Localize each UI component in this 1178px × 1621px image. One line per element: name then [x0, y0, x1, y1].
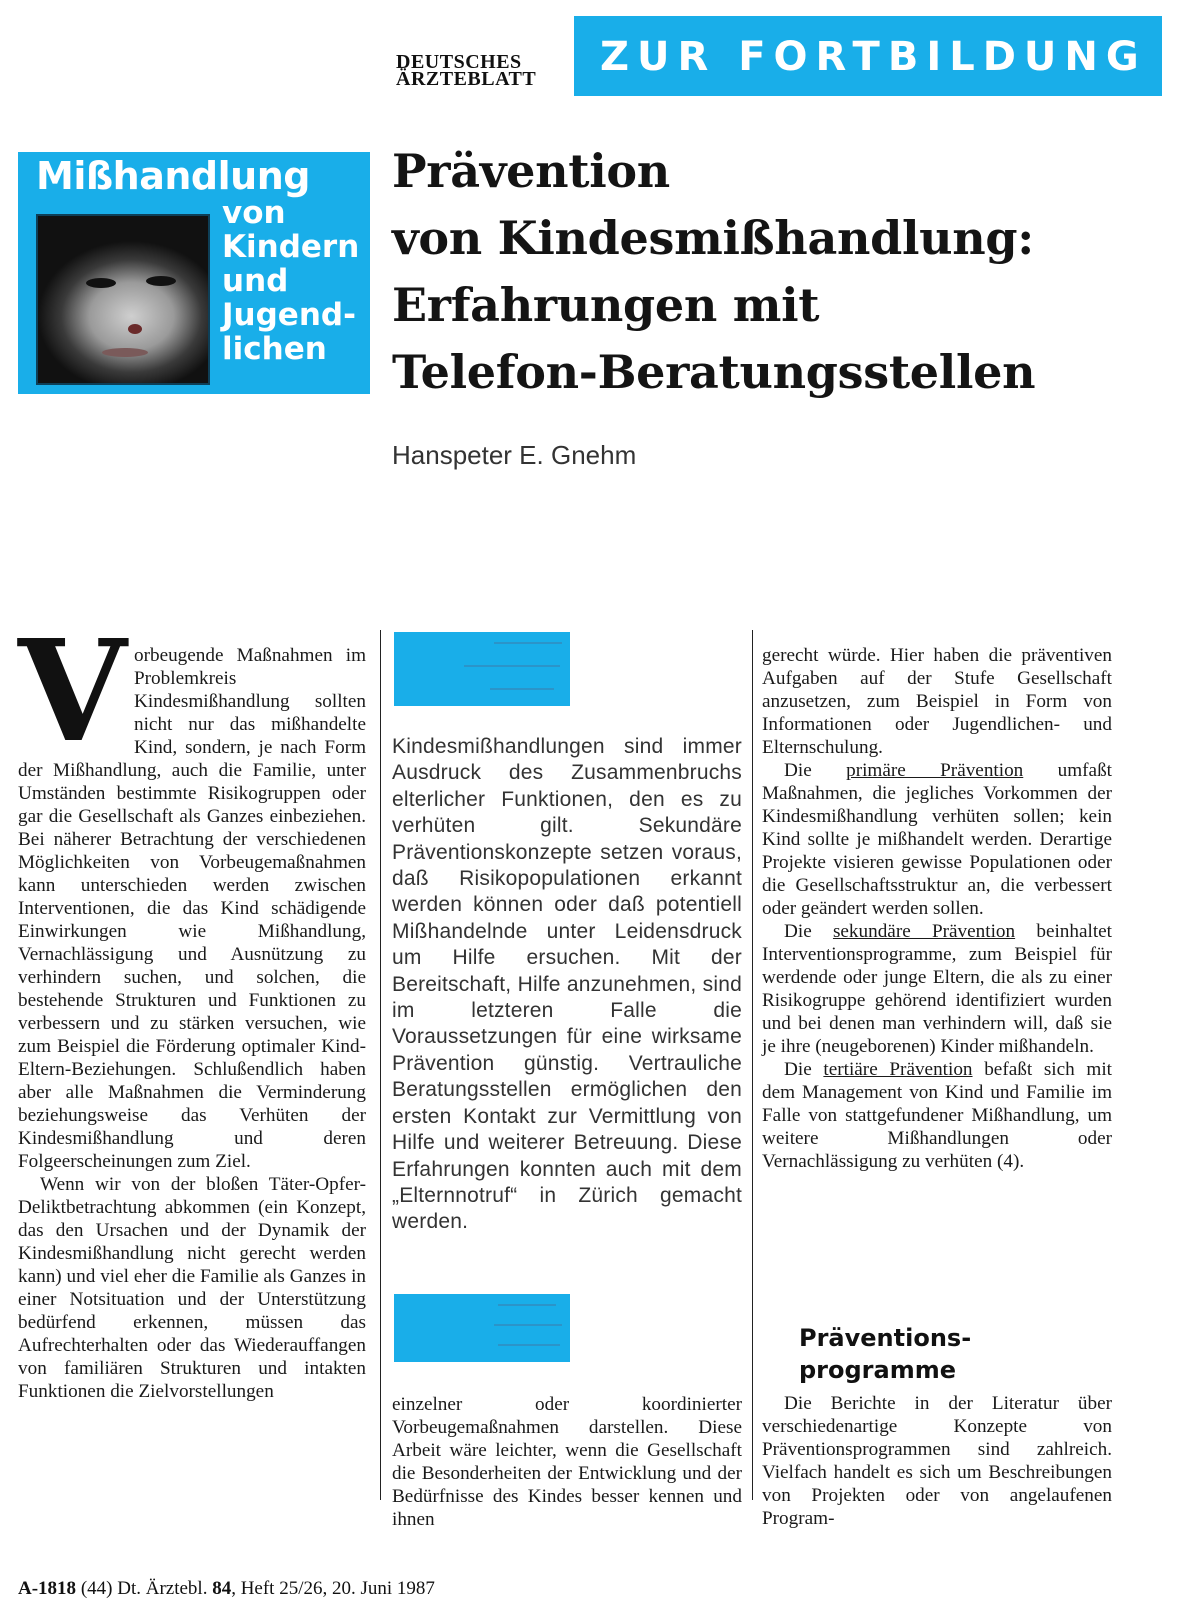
child-photo	[36, 214, 210, 385]
paragraph: einzelner oder koordinierter Vorbeugemaßnahmen darstellen. Diese Arbeit wäre leichter, wenn die Gesellschaft die Besonderheiten der Entwicklung und der Bedürfnisse des Kindes besser kennen und ihnen	[392, 1394, 742, 1530]
term-secondary-prevention: sekundäre Prävention	[832, 921, 1016, 942]
paragraph: Wenn wir von der bloßen Täter-Opfer-Deliktbetrachtung abkommen (ein Konzept, das den Ursachen und der Dynamik der Kindesmißhandlung nicht gerecht werden kann) und viel eher die Familie als Ganzes in einer Notsituation und der Unterstützung bedürfend erkennen, müssen das Aufrechterhalten oder das Wiederauffangen von familiären Strukturen und intakten Funktionen die Zielvorstellungen	[18, 1174, 366, 1402]
paragraph: gerecht würde. Hier haben die präventiven Aufgaben auf der Stufe Gesellschaft anzusetzen, zum Beispiel in Form von Informationen oder Jugendlichen- und Elternschulung.	[762, 645, 1112, 758]
subheading: Präventions- programme	[799, 1324, 972, 1384]
abstract: Kindesmißhandlungen sind immer Ausdruck des Zusammenbruchs elterlicher Funktionen, den es zu verhüten gilt. Sekundäre Präventionskonzepte setzen voraus, daß Risikopopulationen erkannt werden können oder daß potentiell Mißhandelnde unter Leidensdruck um Hilfe ersuchen. Mit der Bereitschaft, Hilfe anzunehmen, sind im letzteren Falle die Voraussetzungen für eine wirksame Prävention günstig. Vertrauliche Beratungsstellen ermöglichen den ersten Kontakt zur Vermittlung von Hilfe und weiterer Betreuung. Diese Erfahrungen konnten auch mit dem „Elternnotruf“ in Zürich gemacht werden.	[392, 735, 742, 1234]
paragraph: Die tertiäre Prävention befaßt sich mit dem Management von Kind und Familie im Falle von stattgefundener Mißhandlung, um weitere Mißhandlungen oder Vernachlässigung zu verhüten (4).	[762, 1059, 1113, 1172]
title-line: Telefon-Beratungsstellen	[392, 345, 1036, 399]
term-tertiary-prevention: tertiäre Prävention	[823, 1059, 973, 1080]
page-footer: A-1818 (44) Dt. Ärztebl. 84, Heft 25/26, 20. Juni 1987	[18, 1578, 435, 1599]
column-3	[762, 644, 1112, 1173]
rubric-line: von	[222, 195, 286, 231]
paragraph: Die Berichte in der Literatur über verschiedenartige Konzepte von Präventionsprogrammen sind zahlreich. Vielfach handelt es sich um Beschreibungen von Projekten oder von angelaufenen Program-	[762, 1393, 1112, 1529]
masthead-line-2: ÄRZTEBLATT	[396, 68, 537, 90]
paragraph: orbeugende Maßnahmen im Problemkreis Kindesmißhandlung sollten nicht nur das mißhandelte Kind, sondern, je nach Form der Mißhandlung, auch die Familie, unter Umständen bestimmte Risikogruppen oder gar die Gesellschaft als Ganzes einbeziehen. Bei näherer Betrachtung der verschiedenen Möglichkeiten von Vorbeugemaßnahmen kann unterschieden werden zwischen Interventionen, die das Kind schädigende Einwirkungen wie Mißhandlung, Vernachlässigung und Ausnützung zu verhindern suchen, und solchen, die bestehende Strukturen und Funktionen zu verbessern und zu stärken versuchen, wie zum Beispiel die Förderung optimaler Kind-Eltern-Beziehungen. Schlußendlich haben aber alle Maßnahmen die Verminderung beziehungsweise das Verhüten der Kindesmißhandlung und deren Folgeerscheinungen zum Ziel.	[18, 645, 366, 1172]
column-2-continued	[392, 1393, 742, 1531]
title-line: Erfahrungen mit	[392, 278, 820, 332]
column-3-lower	[762, 1392, 1112, 1530]
rubric-line: Kindern	[222, 229, 360, 265]
section-banner	[574, 16, 1162, 96]
rubric-title: Mißhandlung	[36, 154, 310, 198]
journal-masthead	[396, 51, 537, 90]
article-title	[392, 138, 1152, 406]
rubric-line: und	[222, 263, 289, 299]
rubric-line: lichen	[222, 331, 327, 367]
article-author: Hanspeter E. Gnehm	[392, 440, 637, 470]
section-banner-label: ZUR FORTBILDUNG	[600, 34, 1147, 80]
highlight-box	[394, 1294, 570, 1362]
drop-cap: V	[18, 610, 127, 774]
title-line: von Kindesmißhandlung:	[392, 211, 1034, 265]
rubric-box	[18, 152, 370, 394]
column-1	[18, 610, 366, 1403]
paragraph: Die primäre Prävention umfaßt Maßnahmen, die jegliches Vorkommen der Kindesmißhandlung verhüten sollen; kein Kind sollte je mißhandelt werden. Derartige Projekte visieren gewisse Populationen oder die Gesellschaftsstruktur an, die verbessert oder geändert werden sollen.	[762, 760, 1112, 919]
highlight-box	[394, 632, 570, 706]
column-rule	[380, 630, 381, 1500]
title-line: Prävention	[392, 144, 670, 198]
paragraph: Die sekundäre Prävention beinhaltet Interventionsprogramme, zum Beispiel für werdende oder junge Eltern, die als zu einer Risikogruppe gehörend identifiziert wurden und bei denen man verhindern will, daß sie je ihre (neugeborenen) Kinder mißhandeln.	[762, 921, 1112, 1057]
volume-number: 84	[212, 1578, 232, 1599]
masthead-line-1: DEUTSCHES	[396, 51, 522, 73]
term-primary-prevention: primäre Prävention	[846, 760, 1024, 781]
page-number: A-1818	[18, 1578, 77, 1599]
rubric-line: Jugend-	[222, 297, 356, 333]
column-rule	[752, 630, 753, 1500]
